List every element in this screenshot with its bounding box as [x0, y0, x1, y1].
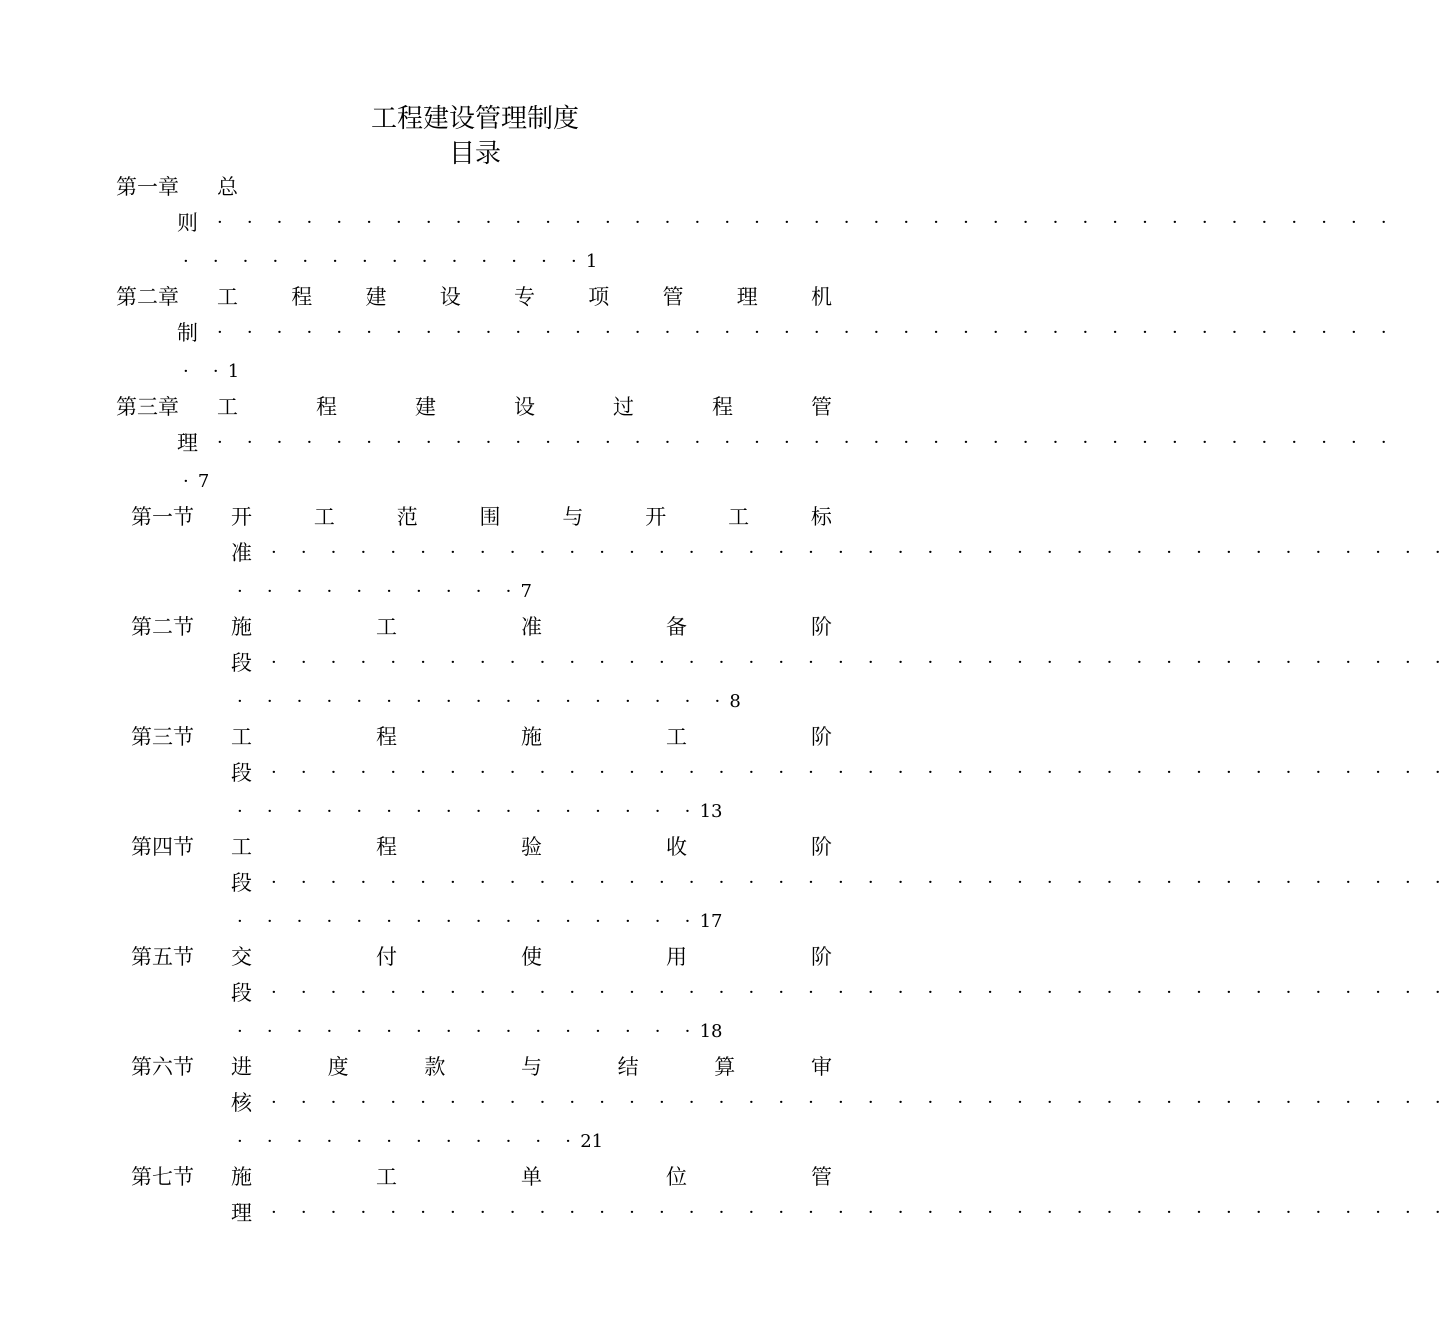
toc-title-char: 段 [231, 761, 252, 785]
dot-leader: · [183, 471, 198, 492]
toc-entry-title [231, 1162, 832, 1192]
dot-leader: · · · · · · · · · · · · · · · · · · · · · · · · · · · · · · · · · · · · · · · · [271, 872, 1450, 893]
toc-page-line [237, 575, 532, 605]
toc-title-char: 建 [415, 395, 436, 419]
toc-title-char: 与 [562, 505, 584, 529]
toc-entry[interactable] [0, 612, 950, 642]
toc-page-number: 8 [729, 691, 741, 712]
toc-page-number: 13 [699, 801, 723, 822]
dot-leader: · · · · · · · · · · · · · · · · [237, 911, 700, 932]
toc-entry-continuation [0, 318, 1396, 348]
toc-title-char: 结 [617, 1055, 639, 1079]
toc-entry-continuation [0, 978, 1450, 1008]
toc-title-char: 位 [666, 1165, 687, 1189]
toc-entry-continuation [0, 1198, 1450, 1228]
toc-title-char: 施 [231, 1165, 252, 1189]
toc-title-char: 程 [376, 835, 397, 859]
toc-page-line [237, 1015, 722, 1045]
dot-leader: · · · · · · · · · · · · · · · · · · · · · · · · · · · · · · · · · · · · · · · · [217, 432, 1396, 453]
toc-title-char: 范 [396, 505, 418, 529]
toc-page-line [237, 905, 722, 935]
toc-title-char: 工 [231, 725, 252, 749]
toc-page-number: 17 [699, 911, 723, 932]
toc-entry[interactable] [0, 392, 950, 422]
toc-entry[interactable] [0, 832, 950, 862]
toc-title-char: 核 [231, 1091, 252, 1115]
toc-entry-title [231, 942, 832, 972]
toc-entry-continuation [0, 648, 1450, 678]
dot-leader: · · · · · · · · · · · · · · · · · · · · · · · · · · · · · · · · · · · · · · · · [271, 762, 1450, 783]
toc-title-char: 收 [666, 835, 687, 859]
toc-title-char: 交 [231, 945, 252, 969]
toc-title-char: 建 [365, 285, 387, 309]
toc-entry-continuation [0, 868, 1450, 898]
toc-entry-number: 第一节 [131, 505, 194, 529]
toc-page-number: 18 [699, 1021, 723, 1042]
toc-page-number: 21 [580, 1131, 604, 1152]
toc-title-char: 备 [666, 615, 687, 639]
toc-entry-continuation [0, 1088, 1450, 1118]
toc-title-char: 算 [714, 1055, 736, 1079]
toc-entry-title [231, 612, 832, 642]
toc-entry-title [217, 392, 832, 422]
toc-page-line [237, 1125, 603, 1155]
dot-leader: · · · · · · · · · · · · · · · · · · · · · · · · · · · · · · · · · · · · · · · · [271, 1202, 1450, 1223]
toc-title-char: 管 [811, 395, 832, 419]
toc-page-number: 7 [197, 471, 210, 492]
toc-title-char: 款 [424, 1055, 446, 1079]
toc-title-char: 验 [521, 835, 542, 859]
toc-page-line [237, 685, 741, 715]
toc-page-line [183, 355, 239, 385]
toc-entry-number: 第六节 [131, 1055, 194, 1079]
toc-entry[interactable] [0, 282, 950, 312]
toc-entry[interactable] [0, 502, 950, 532]
toc-title-char: 程 [712, 395, 733, 419]
toc-page-line [237, 795, 722, 825]
toc-entry-number: 第七节 [131, 1165, 194, 1189]
toc-title-char: 工 [376, 1165, 397, 1189]
toc-title-char: 付 [376, 945, 397, 969]
toc-entry-number: 第五节 [131, 945, 194, 969]
toc-title-char: 阶 [811, 945, 832, 969]
toc-title-char: 总 [217, 175, 238, 199]
dot-leader: · · · · · · · · · · · · · · · · [237, 801, 700, 822]
dot-leader: · · · · · · · · · · · · · · · · · · · · · · · · · · · · · · · · · · · · · · · · [217, 322, 1396, 343]
toc-title-char: 过 [613, 395, 634, 419]
toc-title-char: 围 [479, 505, 501, 529]
toc-entry-number: 第三节 [131, 725, 194, 749]
toc-title-char: 工 [217, 285, 238, 309]
toc-title-char: 段 [231, 871, 252, 895]
toc-entry-number: 第一章 [116, 175, 179, 199]
dot-leader: · · · · · · · · · · · · · · · · · · · · · · · · · · · · · · · · · · · · · · · · [271, 542, 1450, 563]
toc-title-char: 设 [514, 395, 535, 419]
toc-page-number: 1 [585, 251, 598, 272]
toc-entry[interactable] [0, 172, 950, 202]
toc-entry-number: 第三章 [116, 395, 179, 419]
toc-title-char: 施 [521, 725, 542, 749]
toc-title-char: 项 [588, 285, 610, 309]
toc-entry-title [231, 502, 832, 532]
document-title: 工程建设管理制度 [370, 104, 579, 134]
toc-title-char: 标 [810, 505, 832, 529]
toc-title-char: 与 [520, 1055, 542, 1079]
toc-title-char: 施 [231, 615, 252, 639]
toc-entry-title [231, 832, 832, 862]
toc-entry-continuation [0, 538, 1450, 568]
toc-page-line [183, 465, 209, 495]
toc-title-char: 程 [291, 285, 313, 309]
toc-title-char: 工 [313, 505, 335, 529]
toc-entry[interactable] [0, 1052, 950, 1082]
toc-title-char: 工 [231, 835, 252, 859]
toc-title-char: 度 [327, 1055, 349, 1079]
toc-title-char: 用 [666, 945, 687, 969]
toc-page-number: 1 [227, 361, 240, 382]
toc-title-char: 单 [521, 1165, 542, 1189]
toc-entry-continuation [0, 428, 1396, 458]
toc-title-char: 理 [736, 285, 758, 309]
dot-leader: · · · · · · · · · · · · · · [183, 251, 586, 272]
toc-title-char: 阶 [811, 725, 832, 749]
toc-title-char: 则 [177, 211, 198, 235]
toc-title-char: 段 [231, 981, 252, 1005]
dot-leader: · · · · · · · · · · · · [237, 1131, 581, 1152]
dot-leader: · · · · · · · · · · [237, 581, 521, 602]
dot-leader: · · · · · · · · · · · · · · · · · [237, 691, 730, 712]
toc-title-char: 管 [811, 1165, 832, 1189]
toc-title-char: 工 [728, 505, 750, 529]
toc-title-char: 审 [810, 1055, 832, 1079]
toc-title-char: 进 [231, 1055, 252, 1079]
toc-title-char: 程 [316, 395, 337, 419]
toc-title-char: 阶 [811, 615, 832, 639]
toc-title-char: 使 [521, 945, 542, 969]
toc-title-char: 制 [177, 321, 198, 345]
dot-leader: · · · · · · · · · · · · · · · · · · · · · · · · · · · · · · · · · · · · · · · · [217, 212, 1396, 233]
toc-entry-number: 第二节 [131, 615, 194, 639]
toc-title-char: 开 [231, 505, 252, 529]
toc-entry-number: 第四节 [131, 835, 194, 859]
toc-title-char: 设 [439, 285, 461, 309]
toc-entry-continuation [0, 208, 1396, 238]
toc-page-line [183, 245, 597, 275]
toc-entry-title [231, 722, 832, 752]
toc-title-char: 准 [231, 541, 252, 565]
toc-title-char: 阶 [811, 835, 832, 859]
toc-entry[interactable] [0, 722, 950, 752]
toc-title-char: 工 [217, 395, 238, 419]
toc-entry-continuation [0, 758, 1450, 788]
toc-title-char: 准 [521, 615, 542, 639]
toc-entry[interactable] [0, 1162, 950, 1192]
dot-leader: · · · · · · · · · · · · · · · · · · · · · · · · · · · · · · · · · · · · · · · · [271, 652, 1450, 673]
toc-entry-title [217, 282, 832, 312]
toc-title-char: 理 [231, 1201, 252, 1225]
dot-leader: · · · · · · · · · · · · · · · · [237, 1021, 700, 1042]
dot-leader: · · [183, 361, 228, 382]
dot-leader: · · · · · · · · · · · · · · · · · · · · · · · · · · · · · · · · · · · · · · · · [271, 982, 1450, 1003]
toc-entry-title [217, 172, 247, 202]
toc-title-char: 工 [376, 615, 397, 639]
toc-title-char: 理 [177, 431, 198, 455]
toc-title-char: 工 [666, 725, 687, 749]
dot-leader: · · · · · · · · · · · · · · · · · · · · · · · · · · · · · · · · · · · · · · · · [271, 1092, 1450, 1113]
toc-entry-number: 第二章 [116, 285, 179, 309]
toc-title-char: 程 [376, 725, 397, 749]
toc-title-char: 管 [662, 285, 684, 309]
toc-title-char: 开 [645, 505, 667, 529]
toc-page-number: 7 [520, 581, 532, 602]
toc-entry-title [231, 1052, 832, 1082]
toc-title-char: 专 [514, 285, 535, 309]
toc-title-char: 段 [231, 651, 252, 675]
toc-title-char: 机 [811, 285, 832, 309]
toc-heading: 目录 [448, 139, 501, 169]
toc-entry[interactable] [0, 942, 950, 972]
